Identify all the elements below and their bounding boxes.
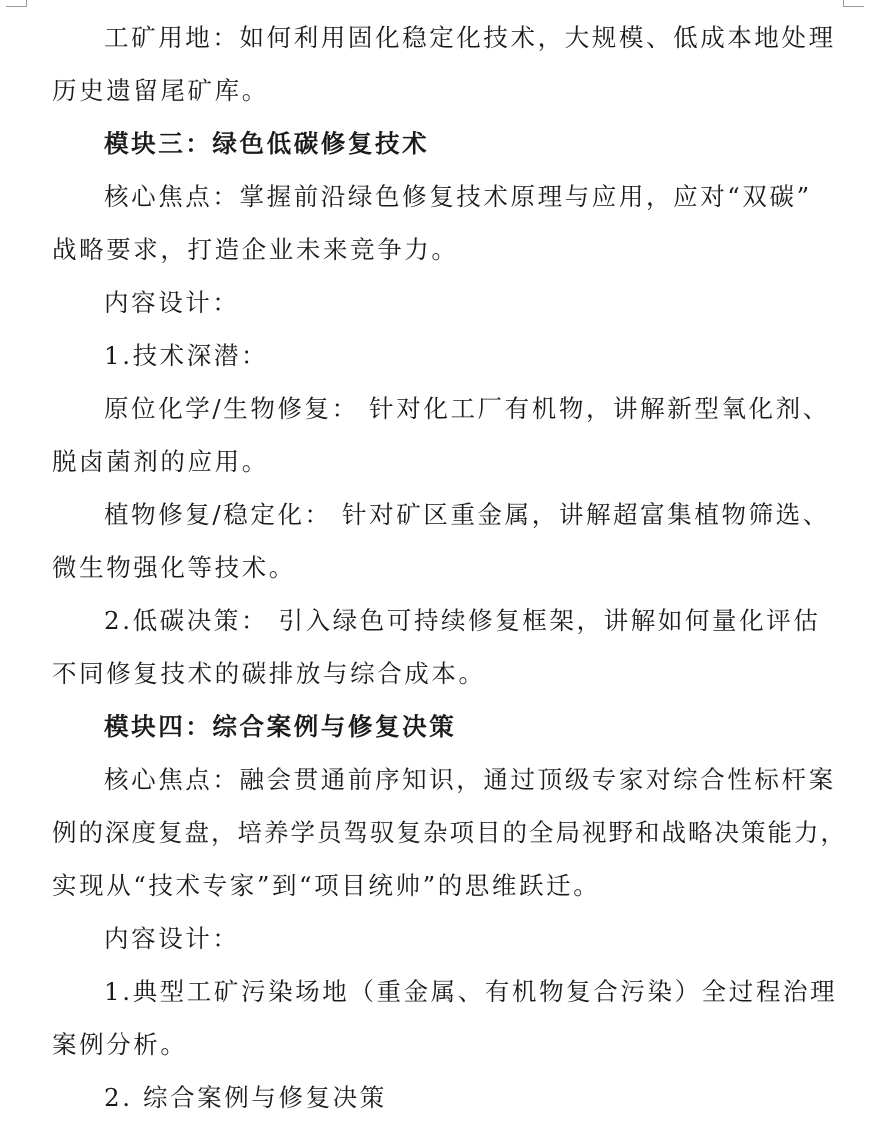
paragraph-line-11: 微生物强化等技术。	[52, 553, 296, 582]
page-corner-mark-left	[6, 0, 27, 7]
paragraph-line-10: 植物修复/稳定化： 针对矿区重金属，讲解超富集植物筛选、	[104, 500, 830, 529]
list-item-1: 1.技术深潜：	[104, 341, 269, 370]
paragraph-line-5: 战略要求，打造企业未来竞争力。	[52, 235, 459, 264]
paragraph-line-4: 核心焦点：掌握前沿绿色修复技术原理与应用，应对“双碳”	[104, 182, 812, 211]
content-design-label: 内容设计：	[104, 288, 240, 317]
document-body	[52, 11, 847, 1124]
list-item-3: 1.典型工矿污染场地（重金属、有机物复合污染）全过程治理	[104, 977, 838, 1006]
module-three-heading: 模块三：绿色低碳修复技术	[104, 129, 430, 158]
paragraph-line-13: 不同修复技术的碳排放与综合成本。	[52, 659, 486, 688]
paragraph-line-8: 原位化学/生物修复： 针对化工厂有机物，讲解新型氧化剂、	[104, 394, 830, 423]
page-corner-mark-right	[843, 0, 864, 7]
paragraph-line-1: 工矿用地：如何利用固化稳定化技术，大规模、低成本地处理	[104, 23, 836, 52]
module-four-heading: 模块四：综合案例与修复决策	[104, 712, 457, 741]
list-item-4: 2. 综合案例与修复决策	[104, 1083, 387, 1112]
paragraph-line-2: 历史遗留尾矿库。	[52, 76, 269, 105]
paragraph-line-9: 脱卤菌剂的应用。	[52, 447, 269, 476]
paragraph-line-15: 核心焦点：融会贯通前序知识，通过顶级专家对综合性标杆案	[104, 765, 836, 794]
paragraph-line-17: 实现从“技术专家”到“项目统帅”的思维跃迁。	[52, 871, 601, 900]
list-item-2: 2.低碳决策： 引入绿色可持续修复框架，讲解如何量化评估	[104, 606, 821, 635]
paragraph-line-20: 案例分析。	[52, 1030, 188, 1059]
content-design-label-2: 内容设计：	[104, 924, 240, 953]
paragraph-line-16: 例的深度复盘，培养学员驾驭复杂项目的全局视野和战略决策能力，	[52, 818, 847, 847]
